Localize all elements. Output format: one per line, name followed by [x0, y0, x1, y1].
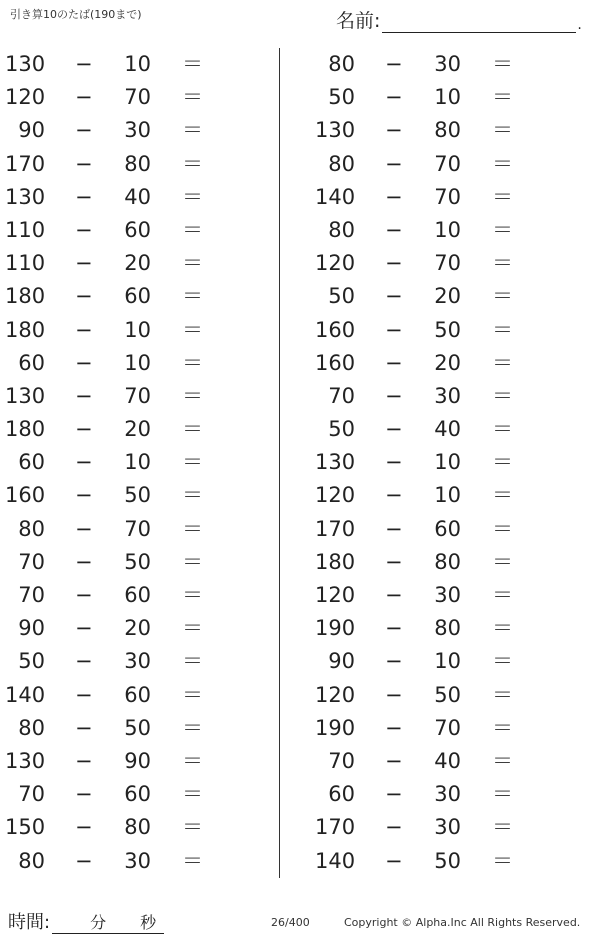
subtrahend: 40 — [434, 748, 461, 773]
minus-sign: − — [75, 815, 93, 840]
problem-row — [0, 214, 270, 247]
minuend: 50 — [328, 284, 355, 309]
minuend: 180 — [5, 317, 46, 342]
problem-row — [0, 314, 270, 347]
subtrahend: 50 — [434, 317, 461, 342]
problem-row — [0, 181, 270, 214]
equals-sign: ＝ — [182, 549, 203, 574]
problem-row — [310, 48, 580, 81]
subtrahend: 60 — [124, 217, 151, 242]
name-label: 名前: — [336, 10, 381, 32]
left-problem-column — [0, 48, 270, 878]
equals-sign: ＝ — [182, 682, 203, 707]
problem-row — [0, 645, 270, 678]
minus-sign: − — [75, 649, 93, 674]
minus-sign: − — [385, 616, 403, 641]
problem-row — [0, 148, 270, 181]
minuend: 130 — [315, 118, 356, 143]
minuend: 120 — [5, 85, 46, 110]
minuend: 130 — [5, 52, 46, 76]
minuend: 120 — [315, 483, 356, 508]
minus-sign: − — [385, 748, 403, 773]
subtrahend: 10 — [434, 450, 461, 475]
subtrahend: 70 — [434, 715, 461, 740]
problem-row — [310, 114, 580, 147]
time-field — [8, 908, 164, 934]
minuend: 80 — [328, 52, 355, 76]
minus-sign: − — [385, 85, 403, 110]
problem-row — [310, 612, 580, 645]
problem-row — [0, 745, 270, 778]
minus-sign: − — [385, 52, 403, 76]
problem-row — [0, 612, 270, 645]
minuend: 180 — [5, 284, 46, 309]
subtrahend: 60 — [124, 782, 151, 807]
problem-row — [310, 314, 580, 347]
minuend: 50 — [328, 417, 355, 442]
equals-sign: ＝ — [182, 616, 203, 641]
minuend: 190 — [315, 715, 356, 740]
minuend: 120 — [315, 583, 356, 607]
subtrahend: 70 — [434, 251, 461, 276]
minus-sign: − — [385, 284, 403, 309]
minus-sign: − — [75, 782, 93, 807]
equals-sign: ＝ — [182, 118, 203, 143]
problem-row — [310, 148, 580, 181]
subtrahend: 80 — [434, 549, 461, 574]
problem-row — [310, 811, 580, 844]
minuend: 70 — [18, 782, 45, 807]
minuend: 140 — [315, 184, 356, 209]
problem-row — [0, 811, 270, 844]
minus-sign: − — [75, 516, 93, 541]
minuend: 160 — [315, 350, 356, 375]
minus-sign: − — [75, 748, 93, 773]
subtrahend: 70 — [124, 383, 151, 408]
equals-sign: ＝ — [492, 52, 513, 76]
minuend: 80 — [18, 715, 45, 740]
subtrahend: 30 — [434, 815, 461, 840]
equals-sign: ＝ — [492, 848, 513, 873]
page-number: 26/400 — [271, 916, 310, 929]
problem-row — [310, 413, 580, 446]
subtrahend: 70 — [124, 85, 151, 110]
problem-row — [310, 712, 580, 745]
minus-sign: − — [75, 417, 93, 442]
minus-sign: − — [75, 350, 93, 375]
problem-row — [0, 712, 270, 745]
problem-row — [310, 845, 580, 878]
minuend: 160 — [5, 483, 46, 508]
problem-row — [310, 679, 580, 712]
minus-sign: − — [75, 52, 93, 76]
subtrahend: 70 — [124, 516, 151, 541]
worksheet-title: 引き算10のたば(190まで) — [10, 8, 142, 21]
subtrahend: 20 — [124, 417, 151, 442]
problem-row — [0, 114, 270, 147]
copyright-notice: Copyright © Alpha.Inc All Rights Reserved. — [344, 916, 581, 929]
subtrahend: 10 — [434, 483, 461, 508]
minuend: 130 — [315, 450, 356, 475]
subtrahend: 50 — [434, 682, 461, 707]
minuend: 80 — [328, 151, 355, 176]
subtrahend: 70 — [434, 151, 461, 176]
problem-row — [310, 347, 580, 380]
minus-sign: − — [75, 118, 93, 143]
minus-sign: − — [385, 450, 403, 475]
minuend: 70 — [328, 748, 355, 773]
minus-sign: − — [385, 516, 403, 541]
equals-sign: ＝ — [492, 85, 513, 110]
problem-row — [310, 380, 580, 413]
subtrahend: 50 — [124, 483, 151, 508]
equals-sign: ＝ — [492, 417, 513, 442]
minuend: 60 — [328, 782, 355, 807]
minuend: 150 — [5, 815, 46, 840]
equals-sign: ＝ — [182, 151, 203, 176]
minuend: 80 — [328, 217, 355, 242]
equals-sign: ＝ — [492, 317, 513, 342]
equals-sign: ＝ — [182, 85, 203, 110]
minus-sign: − — [385, 317, 403, 342]
subtrahend: 50 — [124, 715, 151, 740]
equals-sign: ＝ — [492, 350, 513, 375]
equals-sign: ＝ — [182, 251, 203, 276]
subtrahend: 80 — [434, 118, 461, 143]
subtrahend: 70 — [434, 184, 461, 209]
subtrahend: 40 — [124, 184, 151, 209]
equals-sign: ＝ — [182, 848, 203, 873]
subtrahend: 20 — [124, 616, 151, 641]
minuend: 170 — [315, 815, 356, 840]
equals-sign: ＝ — [182, 450, 203, 475]
subtrahend: 20 — [434, 350, 461, 375]
equals-sign: ＝ — [182, 649, 203, 674]
minuend: 90 — [18, 616, 45, 641]
problem-row — [0, 280, 270, 313]
equals-sign: ＝ — [182, 52, 203, 76]
minuend: 130 — [5, 748, 46, 773]
minus-sign: − — [75, 616, 93, 641]
minus-sign: − — [385, 217, 403, 242]
subtrahend: 80 — [124, 815, 151, 840]
minuend: 110 — [5, 251, 46, 276]
minuend: 50 — [18, 649, 45, 674]
problem-row — [0, 778, 270, 811]
equals-sign: ＝ — [492, 184, 513, 209]
subtrahend: 20 — [434, 284, 461, 309]
equals-sign: ＝ — [492, 118, 513, 143]
minus-sign: − — [75, 450, 93, 475]
minuend: 70 — [18, 549, 45, 574]
subtrahend: 60 — [434, 516, 461, 541]
subtrahend: 60 — [124, 284, 151, 309]
minus-sign: − — [385, 383, 403, 408]
minuend: 160 — [315, 317, 356, 342]
equals-sign: ＝ — [492, 782, 513, 807]
equals-sign: ＝ — [182, 383, 203, 408]
minuend: 90 — [18, 118, 45, 143]
problem-row — [0, 845, 270, 878]
minus-sign: − — [385, 350, 403, 375]
equals-sign: ＝ — [182, 715, 203, 740]
subtrahend: 20 — [124, 251, 151, 276]
problem-row — [310, 446, 580, 479]
minuend: 50 — [328, 85, 355, 110]
equals-sign: ＝ — [182, 417, 203, 442]
equals-sign: ＝ — [492, 583, 513, 607]
time-label: 時間: — [8, 912, 51, 933]
minus-sign: − — [75, 549, 93, 574]
equals-sign: ＝ — [182, 217, 203, 242]
time-blank-line[interactable] — [52, 911, 164, 934]
minus-sign: − — [75, 848, 93, 873]
minus-sign: − — [385, 118, 403, 143]
problem-row — [310, 479, 580, 512]
equals-sign: ＝ — [182, 516, 203, 541]
problem-row — [310, 579, 580, 612]
subtrahend: 30 — [124, 649, 151, 674]
name-end-dot: . — [577, 17, 582, 33]
minuend: 170 — [315, 516, 356, 541]
minus-sign: − — [75, 85, 93, 110]
problem-row — [0, 380, 270, 413]
subtrahend: 50 — [124, 549, 151, 574]
minuend: 120 — [315, 682, 356, 707]
subtrahend: 50 — [434, 848, 461, 873]
minuend: 140 — [5, 682, 46, 707]
equals-sign: ＝ — [492, 682, 513, 707]
minuend: 140 — [315, 848, 356, 873]
subtrahend: 10 — [434, 649, 461, 674]
name-blank-line[interactable] — [382, 12, 576, 33]
right-problem-column — [310, 48, 580, 878]
minuend: 180 — [5, 417, 46, 442]
minus-sign: − — [75, 483, 93, 508]
minuend: 60 — [18, 450, 45, 475]
equals-sign: ＝ — [492, 483, 513, 508]
equals-sign: ＝ — [492, 748, 513, 773]
minus-sign: − — [385, 583, 403, 607]
minus-sign: − — [75, 317, 93, 342]
problem-row — [0, 446, 270, 479]
problem-row — [0, 479, 270, 512]
problem-row — [310, 81, 580, 114]
minuend: 180 — [315, 549, 356, 574]
problem-row — [310, 214, 580, 247]
problem-row — [310, 513, 580, 546]
equals-sign: ＝ — [492, 383, 513, 408]
name-field — [336, 6, 582, 33]
subtrahend: 10 — [434, 85, 461, 110]
equals-sign: ＝ — [492, 217, 513, 242]
subtrahend: 10 — [124, 52, 151, 76]
problem-row — [0, 81, 270, 114]
minus-sign: − — [385, 184, 403, 209]
problem-row — [0, 48, 270, 81]
subtrahend: 60 — [124, 682, 151, 707]
minus-sign: − — [75, 583, 93, 607]
minuend: 170 — [5, 151, 46, 176]
problem-row — [0, 413, 270, 446]
minuend: 120 — [315, 251, 356, 276]
equals-sign: ＝ — [492, 649, 513, 674]
equals-sign: ＝ — [492, 715, 513, 740]
problem-row — [310, 645, 580, 678]
equals-sign: ＝ — [492, 616, 513, 641]
minuend: 190 — [315, 616, 356, 641]
problem-row — [0, 579, 270, 612]
equals-sign: ＝ — [492, 251, 513, 276]
seconds-label: 秒 — [140, 913, 157, 932]
problem-row — [310, 546, 580, 579]
minus-sign: − — [385, 649, 403, 674]
minus-sign: − — [75, 184, 93, 209]
equals-sign: ＝ — [492, 284, 513, 309]
subtrahend: 30 — [434, 583, 461, 607]
problem-row — [0, 679, 270, 712]
minus-sign: − — [385, 848, 403, 873]
minus-sign: − — [385, 151, 403, 176]
minus-sign: − — [75, 715, 93, 740]
equals-sign: ＝ — [182, 748, 203, 773]
equals-sign: ＝ — [182, 284, 203, 309]
subtrahend: 30 — [434, 52, 461, 76]
problem-row — [0, 247, 270, 280]
problem-row — [310, 247, 580, 280]
problem-row — [0, 546, 270, 579]
minus-sign: − — [75, 284, 93, 309]
equals-sign: ＝ — [182, 317, 203, 342]
minuend: 130 — [5, 184, 46, 209]
minus-sign: − — [385, 549, 403, 574]
minuend: 130 — [5, 383, 46, 408]
minuend: 70 — [18, 583, 45, 607]
subtrahend: 80 — [434, 616, 461, 641]
subtrahend: 30 — [124, 118, 151, 143]
subtrahend: 10 — [434, 217, 461, 242]
minus-sign: − — [385, 483, 403, 508]
problem-row — [310, 280, 580, 313]
minus-sign: − — [75, 151, 93, 176]
subtrahend: 30 — [434, 383, 461, 408]
minus-sign: − — [385, 815, 403, 840]
equals-sign: ＝ — [182, 350, 203, 375]
subtrahend: 30 — [124, 848, 151, 873]
subtrahend: 80 — [124, 151, 151, 176]
subtrahend: 10 — [124, 350, 151, 375]
minutes-label: 分 — [90, 913, 107, 932]
equals-sign: ＝ — [182, 782, 203, 807]
minuend: 80 — [18, 848, 45, 873]
equals-sign: ＝ — [492, 151, 513, 176]
subtrahend: 30 — [434, 782, 461, 807]
equals-sign: ＝ — [182, 583, 203, 607]
subtrahend: 40 — [434, 417, 461, 442]
minus-sign: − — [385, 782, 403, 807]
minuend: 110 — [5, 217, 46, 242]
minus-sign: − — [75, 251, 93, 276]
minus-sign: − — [385, 682, 403, 707]
minus-sign: − — [385, 251, 403, 276]
subtrahend: 90 — [124, 748, 151, 773]
equals-sign: ＝ — [492, 450, 513, 475]
minus-sign: − — [75, 383, 93, 408]
problem-row — [310, 778, 580, 811]
minus-sign: − — [75, 682, 93, 707]
minuend: 60 — [18, 350, 45, 375]
equals-sign: ＝ — [182, 815, 203, 840]
equals-sign: ＝ — [492, 815, 513, 840]
column-divider — [279, 48, 280, 878]
problem-row — [310, 745, 580, 778]
subtrahend: 60 — [124, 583, 151, 607]
minus-sign: − — [385, 417, 403, 442]
problem-row — [0, 347, 270, 380]
minuend: 80 — [18, 516, 45, 541]
minus-sign: − — [385, 715, 403, 740]
subtrahend: 10 — [124, 450, 151, 475]
equals-sign: ＝ — [492, 549, 513, 574]
problem-row — [0, 513, 270, 546]
problem-row — [310, 181, 580, 214]
minus-sign: − — [75, 217, 93, 242]
subtrahend: 10 — [124, 317, 151, 342]
minuend: 90 — [328, 649, 355, 674]
equals-sign: ＝ — [182, 184, 203, 209]
equals-sign: ＝ — [182, 483, 203, 508]
equals-sign: ＝ — [492, 516, 513, 541]
minuend: 70 — [328, 383, 355, 408]
